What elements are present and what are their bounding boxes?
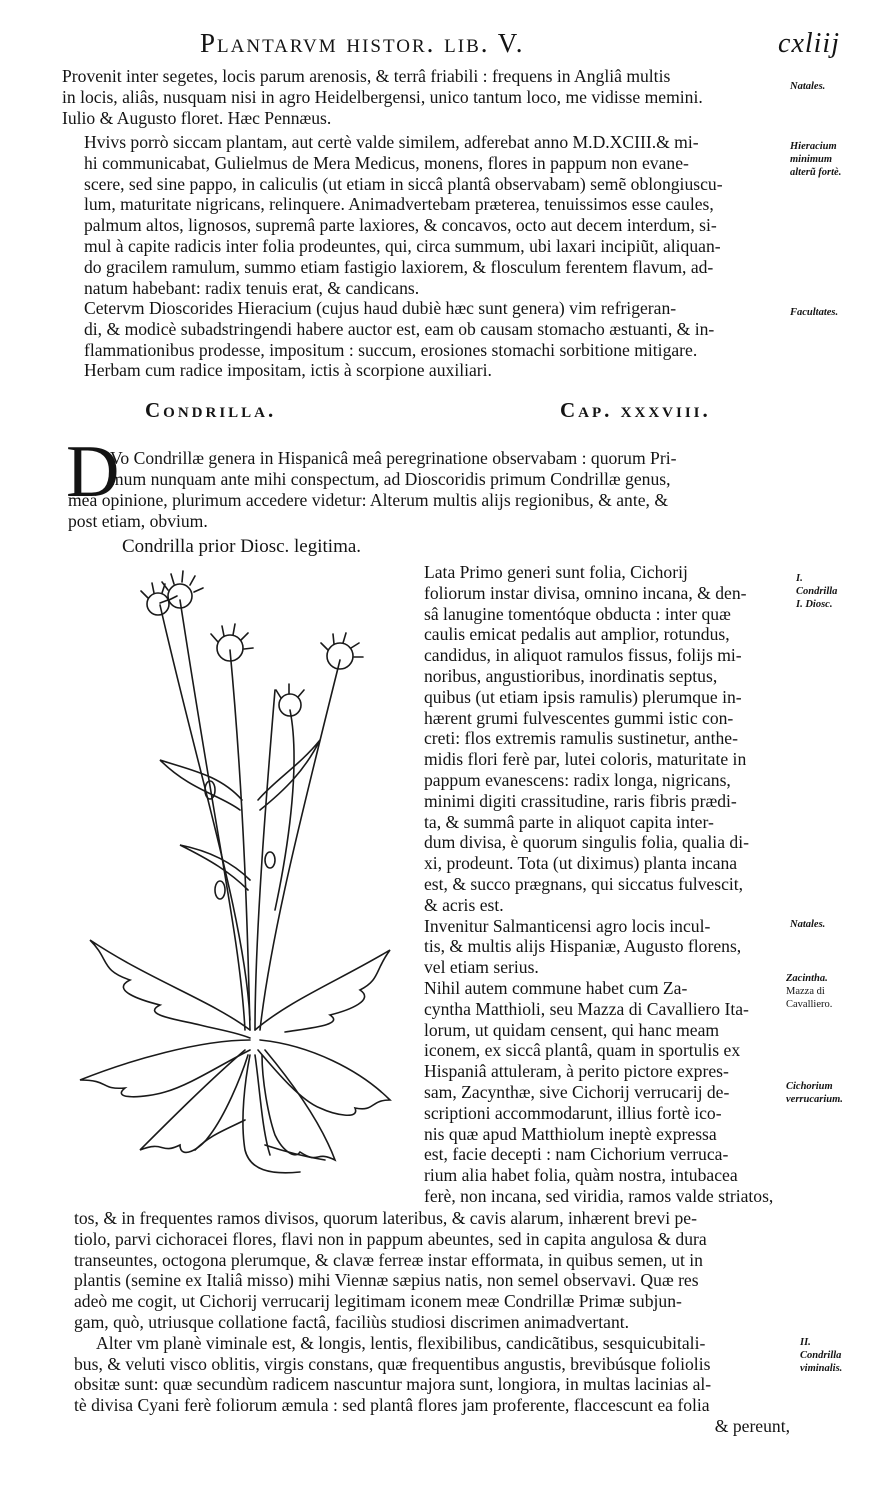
text-line: vel etiam serius.	[424, 957, 539, 978]
section-hieracium	[84, 132, 784, 298]
text-line: & pereunt,	[714, 1415, 790, 1436]
text-line: dum divisa, è quorum singulis folia, qualia di-	[424, 832, 749, 853]
margin-note-facultates: Facultates.	[790, 307, 839, 318]
text-line: Vo Condrillæ genera in Hispanicâ meâ peregrinatione observabam : quorum Pri-	[110, 448, 677, 468]
text-line: sâ lanugine tomentóque obducta : inter quæ	[424, 603, 731, 624]
text-line: do gracilem ramulum, summo etiam fastigio laxiorem, & flosculum ferentem flavum, ad-	[84, 256, 714, 277]
margin-note-natales-2: Natales.	[790, 919, 826, 930]
intro-rest	[68, 490, 788, 532]
text-line: di, & modicè subadstringendi habere auctor est, eam ob causam stomacho æstuanti, & in-	[84, 318, 715, 339]
text-line: xi, prodeunt. Tota (ut diximus) planta incana	[424, 853, 738, 874]
text-line: pappum evanescens: radix longa, nigricans,	[424, 769, 731, 790]
section-facultates	[84, 298, 784, 381]
text-line: candidus, in aliquot ramulos fissus, folijs mi-	[424, 645, 742, 666]
text-line: tiolo, parvi cichoracei flores, flavi non in pappum abeuntes, sed in capita angulosa & dura	[74, 1228, 707, 1249]
text-line: plantis (semine ex Italiâ misso) mihi Viennæ sæpius natis, non semel observavi. Quæ res	[74, 1270, 699, 1291]
text-line: cyntha Matthioli, seu Mazza di Cavalliero Ita-	[424, 998, 749, 1019]
text-line: Hispaniâ attuleram, à perito pictore expres-	[424, 1061, 729, 1082]
text-line: scere, sed sine pappo, in caliculis (ut etiam in siccâ plantâ observabam) semẽ oblongiuscu-	[84, 173, 723, 194]
text-line: post etiam, obvium.	[68, 510, 208, 531]
text-line: adeò me cogit, ut Cichorij verrucarij legitimam iconem meæ Condrillæ Primæ subjun-	[74, 1291, 682, 1312]
text-line: Nihil autem commune habet cum Za-	[424, 977, 688, 998]
section-natales	[62, 66, 792, 128]
text-line: sam, Zacynthæ, sive Cichorij verrucarij de-	[424, 1081, 730, 1102]
text-line: Herbam cum radice impositam, ictis à scorpione auxiliari.	[84, 360, 492, 381]
figure-caption: Condrilla prior Diosc. legitima.	[122, 536, 362, 557]
bottom-text	[74, 1208, 790, 1437]
text-line: nis quæ apud Matthiolum ineptè expressa	[424, 1123, 717, 1144]
margin-note-zacintha: Zacintha. Mazza di Cavalliero.	[786, 973, 833, 1010]
text-line: in locis, aliâs, nusquam nisi in agro Heidelbergensi, unico tantum loco, me vidisse memini.	[62, 86, 703, 107]
text-line: palmum altos, lignosos, supremâ parte laxiores, & concavos, octo aut decem interdum, si-	[84, 215, 717, 236]
text-line: flammationibus prodesse, impositum : succum, erosiones stomachi sorbitione mitigare.	[84, 339, 698, 360]
text-line: lum, maturitate nigricans, relinquere. Animadvertebam præterea, tenuissimos esse caules,	[84, 194, 714, 215]
text-line: rium alia habet folia, quàm nostra, intubacea	[424, 1165, 738, 1186]
text-line: creti: flos extremis ramulis sustinetur, anthe-	[424, 728, 738, 749]
text-line: est, & succo prægnans, qui siccatus fulvescit,	[424, 873, 744, 894]
text-line: Invenitur Salmanticensi agro locis incul-	[424, 915, 711, 936]
text-line: ta, & summâ parte in aliquot capita inter-	[424, 811, 714, 832]
text-line: natum habebant: radix tenuis erat, & candicans.	[84, 277, 420, 298]
text-line: Lata Primo generi sunt folia, Cichorij	[424, 562, 688, 582]
chapter-number: Cap. xxxviii.	[560, 398, 711, 422]
text-line: tè divisa Cyani ferè foliorum æmula : sed plantâ flores jam proferente, flaccescunt ea folia	[74, 1395, 710, 1416]
text-line: transeuntes, octogona plerumque, & clavæ ferreæ instar efformata, in quibus semen, ut in	[74, 1249, 703, 1270]
condrilla-woodcut-illustration	[70, 560, 410, 1180]
text-line: ferè, non incana, sed viridia, ramos valde striatos,	[424, 1185, 774, 1206]
text-line: mul à capite radicis inter folia prodeuntes, qui, circa summum, ubi laxari incipiũt, aliquan-	[84, 235, 721, 256]
margin-note-condrilla: I. Condrilla I. Diosc.	[796, 573, 838, 610]
text-line: midis flori ferè par, lutei coloris, maturitate in	[424, 749, 747, 770]
text-line: minimi digiti crassitudine, raris fibris prædi-	[424, 790, 737, 811]
text-line: hi communicabat, Gulielmus de Mera Medicus, monens, flores in pappum non evane-	[84, 152, 689, 173]
text-line: quibus (ut etiam ipsis ramulis) plerumque in-	[424, 686, 742, 707]
text-line: scriptioni accommodarunt, illius fortè ico-	[424, 1102, 722, 1123]
folio-number: cxliij	[778, 28, 840, 59]
text-line: Cetervm Dioscorides Hieracium (cujus haud dubiè hæc sunt genera) vim refrigeran-	[84, 298, 677, 318]
text-line: & acris est.	[424, 894, 504, 915]
text-line: obsitæ sunt: quæ secundùm radicem nascuntur majora sunt, longiora, in multas lacinias al-	[74, 1374, 712, 1395]
text-line: iconem, ex siccâ plantâ, quam in sportulis ex	[424, 1040, 741, 1061]
drop-cap: D	[66, 431, 120, 513]
text-line: meâ opinione, plurimum accedere videtur: Alterum multis alijs regionibus, & ante, &	[68, 490, 668, 510]
margin-note-natales: Natales.	[790, 81, 826, 92]
margin-note-viminalis: II. Condrilla viminalis.	[800, 1337, 843, 1374]
text-line: tos, & in frequentes ramos divisos, quorum lateribus, & cavis alarum, inhærent brevi pe-	[74, 1208, 697, 1228]
running-head: Plantarvm histor. lib. V.	[200, 28, 525, 58]
text-line: tis, & multis alijs Hispaniæ, Augusto florens,	[424, 936, 742, 957]
text-line: hærent grumi fulvescentes gummi istic con-	[424, 707, 734, 728]
right-column-text	[424, 562, 784, 1207]
text-line: Hvivs porrò siccam plantam, aut certè valde similem, adferebat anno M.D.XCIII.& mi-	[84, 132, 699, 152]
text-line: noribus, angustioribus, inordinatis septus,	[424, 665, 718, 686]
text-line: Iulio & Augusto floret. Hæc Pennæus.	[62, 107, 332, 128]
text-line: Alter vm planè viminale est, & longis, lentis, flexibilibus, candicãtibus, sesquicubitali-	[96, 1332, 706, 1353]
text-line: mum nunquam ante mihi conspectum, ad Dioscoridis primum Condrillæ genus,	[110, 468, 671, 489]
text-line: bus, & veluti visco oblitis, virgis constans, quæ frequentibus angustis, brevibúsque foliolis	[74, 1353, 711, 1374]
text-line: caulis emicat pedalis aut amplior, rotundus,	[424, 624, 730, 645]
text-line: est, facie decepti : nam Cichorium verruca-	[424, 1144, 729, 1165]
chapter-title: Condrilla.	[145, 398, 277, 422]
text-line: lorum, ut quidam censent, qui hanc meam	[424, 1019, 720, 1040]
text-line: gam, quò, utriusque collatione factâ, faciliùs studiosi discrimen animadvertant.	[74, 1311, 630, 1332]
intro-first-lines	[110, 448, 780, 490]
margin-note-cichorium: Cichorium verrucarium.	[786, 1081, 843, 1105]
text-line: foliorum instar divisa, omnino incana, & den-	[424, 582, 747, 603]
margin-note-hieracium: Hieracium minimum alterũ fortè.	[790, 141, 842, 178]
text-line: Provenit inter segetes, locis parum arenosis, & terrâ friabili : frequens in Angliâ multis	[62, 66, 671, 86]
